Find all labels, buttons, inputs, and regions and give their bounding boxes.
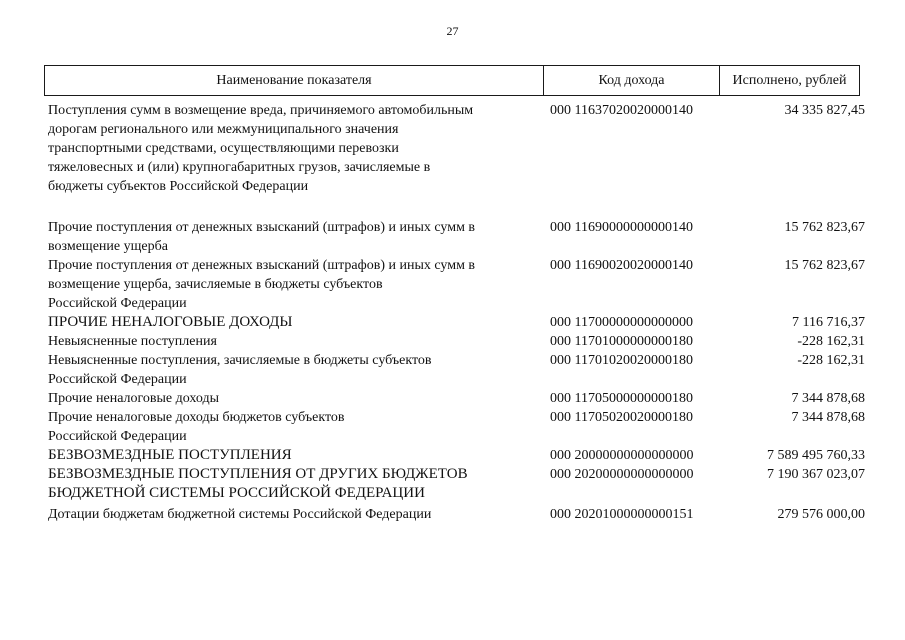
row-amount: 7 116 716,37 — [792, 315, 865, 330]
table-row — [0, 446, 905, 465]
row-code: 000 11705000000000180 — [550, 391, 693, 406]
table-row — [0, 408, 905, 446]
row-code: 000 11701020020000180 — [550, 353, 693, 368]
column-header-name: Наименование показателя — [45, 66, 544, 96]
row-name-line: Прочие неналоговые доходы бюджетов субъектов — [48, 410, 345, 425]
table-row — [0, 101, 905, 218]
row-code: 000 20201000000000151 — [550, 507, 694, 522]
row-name-line: тяжеловесных и (или) крупногабаритных грузов, зачисляемые в — [48, 160, 431, 175]
table-row — [0, 218, 905, 256]
table-row — [0, 332, 905, 351]
row-name-line: Невыясненные поступления, зачисляемые в бюджеты субъектов — [48, 353, 432, 368]
row-name-line: транспортными средствами, осуществляющими перевозки — [48, 141, 399, 156]
column-header-executed: Исполнено, рублей — [720, 66, 860, 96]
row-amount: -228 162,31 — [797, 334, 865, 349]
row-name-line: БЕЗВОЗМЕЗДНЫЕ ПОСТУПЛЕНИЯ — [48, 447, 292, 463]
row-code: 000 20200000000000000 — [550, 467, 694, 482]
row-name-line: возмещение ущерба — [48, 239, 168, 254]
row-name-line: Российской Федерации — [48, 296, 187, 311]
row-name-line: дорогам регионального или межмуниципального значения — [48, 122, 399, 137]
row-name-line: ПРОЧИЕ НЕНАЛОГОВЫЕ ДОХОДЫ — [48, 314, 293, 330]
table-row — [0, 313, 905, 332]
row-code: 000 11700000000000000 — [550, 315, 693, 330]
row-name — [48, 256, 538, 313]
row-name-line: Поступления сумм в возмещение вреда, причиняемого автомобильным — [48, 103, 474, 118]
table-row — [0, 505, 905, 524]
table-header — [44, 65, 860, 96]
page-number: 27 — [446, 24, 459, 38]
row-name — [48, 351, 538, 389]
row-name — [48, 389, 538, 408]
row-name — [48, 332, 538, 351]
row-code: 000 11690020020000140 — [550, 258, 693, 273]
row-name — [48, 218, 538, 256]
row-name-line: Дотации бюджетам бюджетной системы Российской Федерации — [48, 507, 432, 522]
row-amount: 279 576 000,00 — [777, 507, 865, 522]
row-code: 000 11690000000000140 — [550, 220, 693, 235]
row-amount: 15 762 823,67 — [784, 220, 865, 235]
row-name-line: БЮДЖЕТНОЙ СИСТЕМЫ РОССИЙСКОЙ ФЕДЕРАЦИИ — [48, 485, 425, 501]
table-row — [0, 351, 905, 389]
row-amount: 34 335 827,45 — [784, 103, 865, 118]
row-name-line: Прочие поступления от денежных взысканий (штрафов) и иных сумм в — [48, 220, 476, 235]
row-amount: 7 344 878,68 — [791, 410, 865, 425]
row-name-line: возмещение ущерба, зачисляемые в бюджеты субъектов — [48, 277, 383, 292]
row-amount: 7 190 367 023,07 — [767, 467, 865, 482]
row-amount: 15 762 823,67 — [784, 258, 865, 273]
row-code: 000 20000000000000000 — [550, 448, 694, 463]
row-amount: 7 344 878,68 — [791, 391, 865, 406]
row-name — [48, 505, 538, 524]
column-header-code: Код дохода — [544, 66, 720, 96]
row-name — [48, 313, 538, 332]
row-name-line: Прочие поступления от денежных взысканий (штрафов) и иных сумм в — [48, 258, 476, 273]
row-name-line: Прочие неналоговые доходы — [48, 391, 220, 406]
row-code: 000 11637020020000140 — [550, 103, 693, 118]
row-name-line: БЕЗВОЗМЕЗДНЫЕ ПОСТУПЛЕНИЯ ОТ ДРУГИХ БЮДЖЕТОВ — [48, 466, 468, 482]
table-row — [0, 465, 905, 505]
row-name — [48, 446, 538, 465]
row-name-line: бюджеты субъектов Российской Федерации — [48, 179, 309, 194]
row-code: 000 11705020020000180 — [550, 410, 693, 425]
table-row — [0, 389, 905, 408]
row-name-line: Российской Федерации — [48, 429, 187, 444]
row-name — [48, 101, 538, 196]
row-amount: -228 162,31 — [797, 353, 865, 368]
row-name — [48, 465, 538, 503]
table-row — [0, 256, 905, 313]
row-amount: 7 589 495 760,33 — [767, 448, 865, 463]
row-name-line: Невыясненные поступления — [48, 334, 217, 349]
row-code: 000 11701000000000180 — [550, 334, 693, 349]
row-name — [48, 408, 538, 446]
row-name-line: Российской Федерации — [48, 372, 187, 387]
